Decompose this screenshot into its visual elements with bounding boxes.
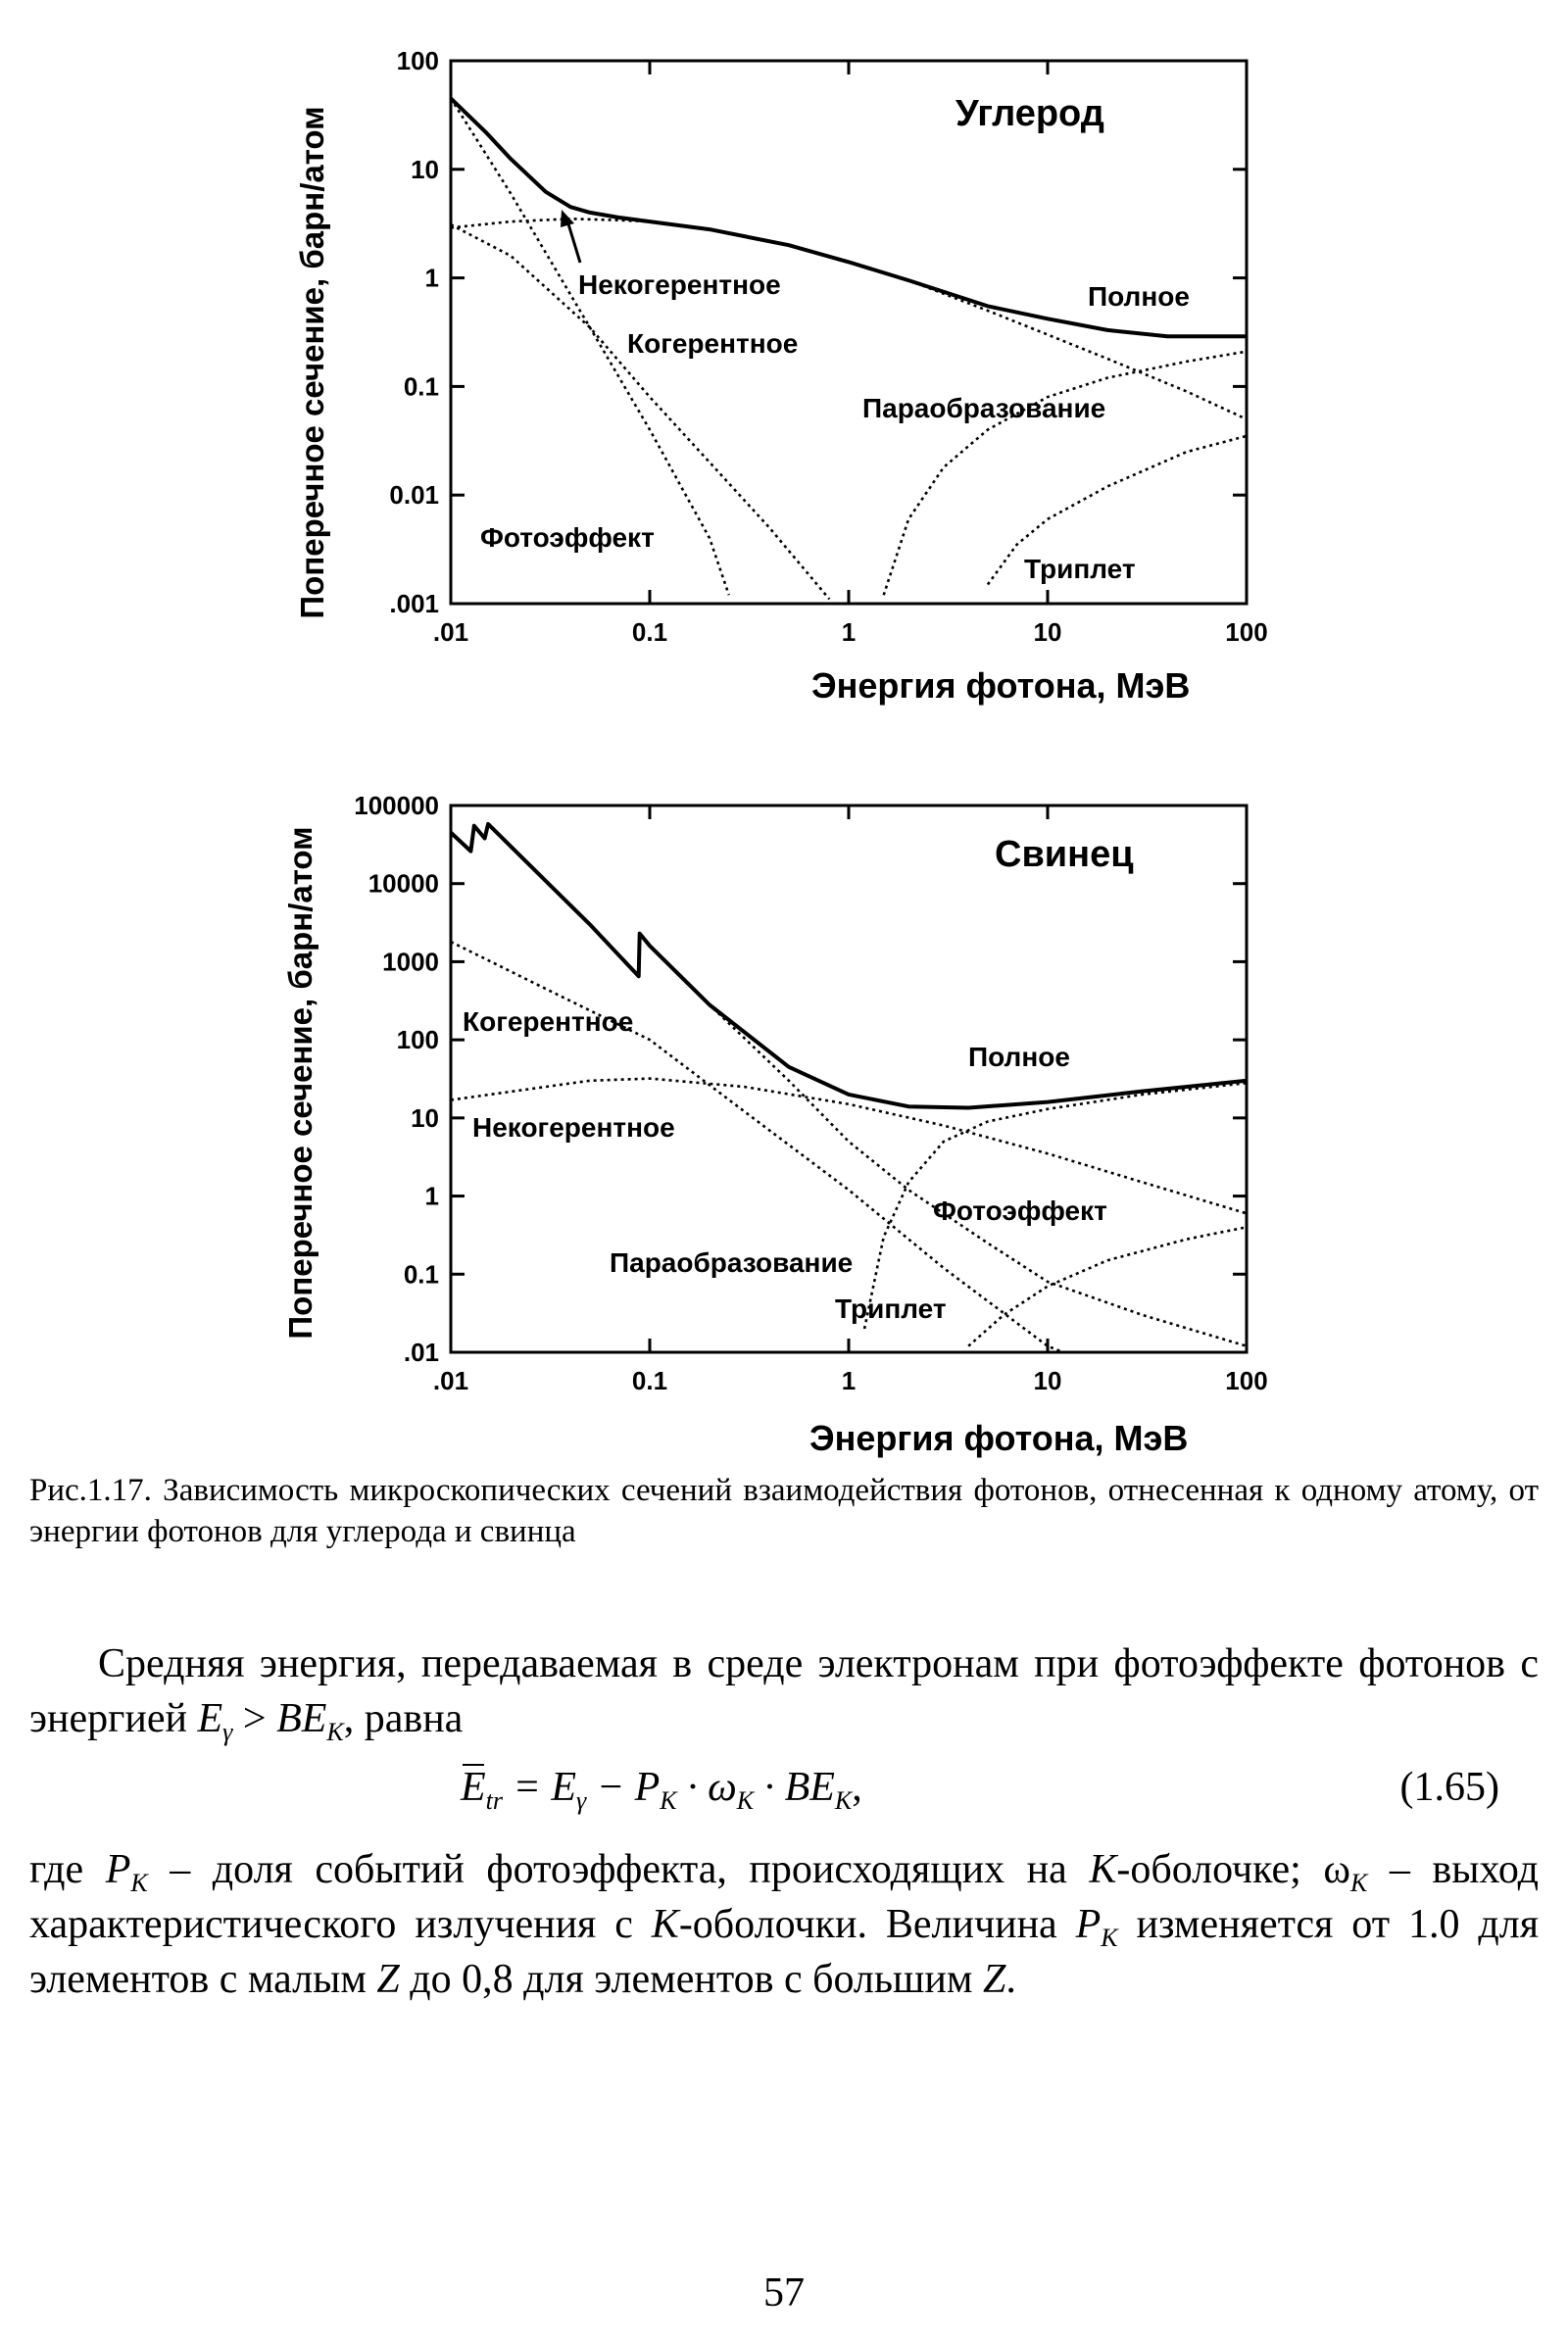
lead-x-tick-label: 10 [1033,1366,1062,1395]
carbon-x-tick-label: 10 [1033,617,1062,647]
paragraph-mean-energy: Средняя энергия, передаваемая в среде электронам при фотоэффекте фотонов с энергией $E_\gamma > BE_K$, равна [29,1641,1539,1746]
annotation-triplet-lead: Триплет [835,1293,947,1324]
carbon-y-tick-label: 10 [411,154,439,184]
chart-title-carbon: Углерод [956,93,1104,134]
lead-x-tick-label: .01 [432,1366,469,1395]
lead-x-tick-label: 0.1 [631,1366,668,1395]
lead-y-tick-label: 10000 [368,868,439,899]
annotation-arrowhead-carbon [561,210,574,227]
lead-x-tick-label: 1 [841,1366,857,1395]
carbon-y-tick-label: 1 [424,263,439,293]
page-number: 57 [763,2270,805,2316]
carbon-y-tick-label: 0.1 [403,371,439,402]
carbon-x-tick-label: 100 [1225,617,1268,647]
lead-series-Когерентное [451,942,1063,1352]
carbon-x-tick-label: 1 [841,617,857,647]
lead-y-tick-label: 10 [411,1102,439,1133]
carbon-y-tick-label: 0.01 [389,480,439,511]
carbon-series-Некогерентное [451,219,1247,418]
x-axis-title-lead: Энергия фотона, МэВ [809,1418,1189,1458]
carbon-x-tick-label: .01 [432,617,469,647]
lead-series-Фотоэффект [650,946,1247,1345]
lead-y-tick-label: 1000 [382,947,439,977]
annotation-pair-carbon: Параобразование [862,393,1106,423]
annotation-incoherent-lead: Некогерентное [472,1112,675,1143]
figure-caption: Рис.1.17. Зависимость микроскопических сечений взаимодействия фотонов, отнесенная к одному атому, от энергии фотонов для углерода и свинца [29,1473,1539,1549]
annotation-triplet-carbon: Триплет [1024,554,1136,584]
lead-y-tick-label: 100000 [354,791,439,820]
equation-1-65 [29,1760,1539,1823]
equation-formula: $E_{tr} = E_\gamma - P_K \cdot \omega_K \cdot BE_K$, [461,1760,862,1815]
x-axis-title-carbon: Энергия фотона, МэВ [811,665,1191,706]
annotation-pair-lead: Параобразование [610,1247,854,1278]
lead-y-tick-label: 100 [396,1025,439,1055]
lead-y-tick-label: 0.1 [403,1259,439,1290]
chart-carbon [0,0,1568,725]
annotation-total-carbon: Полное [1088,281,1190,312]
lead-y-tick-label: 1 [424,1181,439,1211]
carbon-x-tick-label: 0.1 [631,617,668,647]
lead-y-tick-label: .01 [403,1338,439,1367]
paragraph-definitions: где $P_K$ – доля событий фотоэффекта, происходящих на K-оболочке; $\omega_K$ – выход характеристического излучения с K-оболочки. Величина $P_K$ изменяется от 1.0 для элементов с малым Z до 0,8 для элементов с большим Z. [29,1847,1540,2002]
carbon-y-tick-label: .001 [389,589,439,618]
annotation-photo-carbon: Фотоэффект [480,522,655,553]
annotation-photo-lead: Фотоэффект [933,1195,1107,1226]
chart-title-lead: Свинец [995,834,1134,875]
y-axis-title-lead: Поперечное сечение, барн/атом [282,826,318,1340]
carbon-y-tick-label: 100 [396,46,439,75]
y-axis-title-carbon: Поперечное сечение, барн/атом [294,106,330,619]
annotation-coherent-lead: Когерентное [463,1006,634,1037]
equation-number: (1.65) [1399,1765,1499,1810]
annotation-incoherent-carbon: Некогерентное [578,269,781,300]
lead-x-tick-label: 100 [1225,1366,1268,1395]
chart-lead [0,745,1568,1499]
annotation-total-lead: Полное [968,1042,1070,1072]
annotation-coherent-carbon: Когерентное [627,328,799,359]
lead-series-Триплет [968,1227,1247,1345]
lead-series-Некогерентное [451,1079,1247,1214]
